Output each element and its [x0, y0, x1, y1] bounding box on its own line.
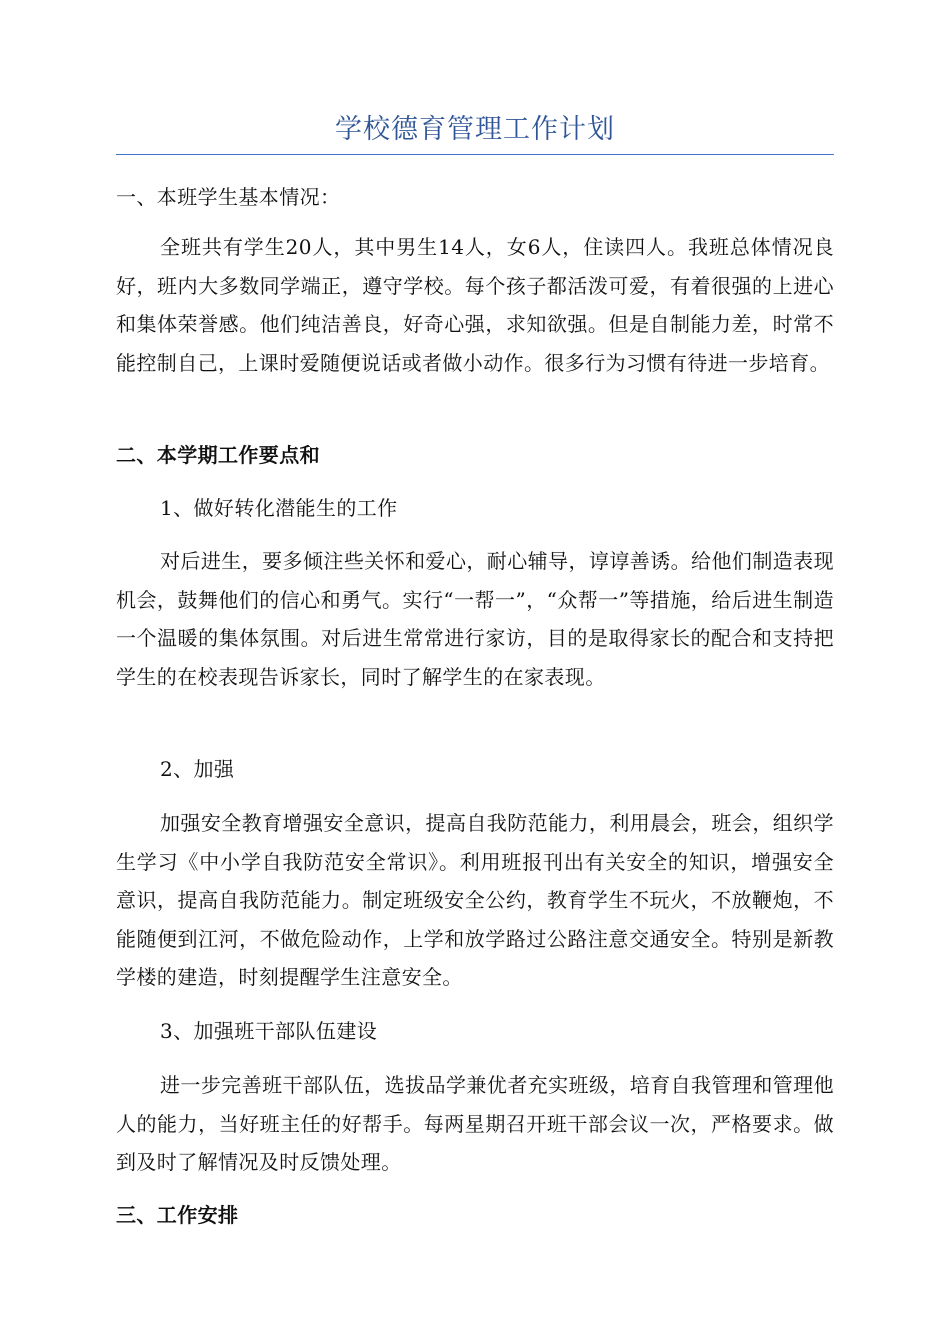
section-2-item-3-title: 3、加强班干部队伍建设 [160, 1019, 378, 1043]
section-1-paragraph: 全班共有学生20人，其中男生14人，女6人，住读四人。我班总体情况良好，班内大多数同学端正，遵守学校。每个孩子都活泼可爱，有着很强的上进心和集体荣誉感。他们纯洁善良，好奇心强，求知欲强。但是自制能力差，时常不能控制自己，上课时爱随便说话或者做小动作。很多行为习惯有待进一步培育。 [116, 235, 834, 375]
section-2-item-1-paragraph: 对后进生，要多倾注些关怀和爱心，耐心辅导，谆谆善诱。给他们制造表现机会，鼓舞他们的信心和勇气。实行“一帮一”，“众帮一”等措施，给后进生制造一个温暖的集体氛围。对后进生常常进行家访，目的是取得家长的配合和支持把学生的在校表现告诉家长，同时了解学生的在家表现。 [116, 549, 834, 689]
section-2-item-1-title: 1、做好转化潜能生的工作 [160, 496, 398, 520]
title-underline [116, 154, 834, 155]
section-2-item-2-paragraph: 加强安全教育增强安全意识，提高自我防范能力，利用晨会，班会，组织学生学习《中小学自我防范安全常识》。利用班报刊出有关安全的知识，增强安全意识，提高自我防范能力。制定班级安全公约，教育学生不玩火，不放鞭炮，不能随便到江河，不做危险动作，上学和放学路过公路注意交通安全。特别是新教学楼的建造，时刻提醒学生注意安全。 [116, 811, 834, 989]
section-1-heading: 一、本班学生基本情况： [116, 185, 341, 209]
section-2-item-3-paragraph: 进一步完善班干部队伍，选拔品学兼优者充实班级，培育自我管理和管理他人的能力，当好班主任的好帮手。每两星期召开班干部会议一次，严格要求。做到及时了解情况及时反馈处理。 [116, 1073, 834, 1174]
section-2-item-2-title: 2、加强 [160, 757, 235, 781]
section-3-heading: 三、工作安排 [116, 1203, 239, 1227]
document-title: 学校德育管理工作计划 [335, 114, 615, 145]
section-2-heading: 二、本学期工作要点和 [116, 443, 320, 467]
